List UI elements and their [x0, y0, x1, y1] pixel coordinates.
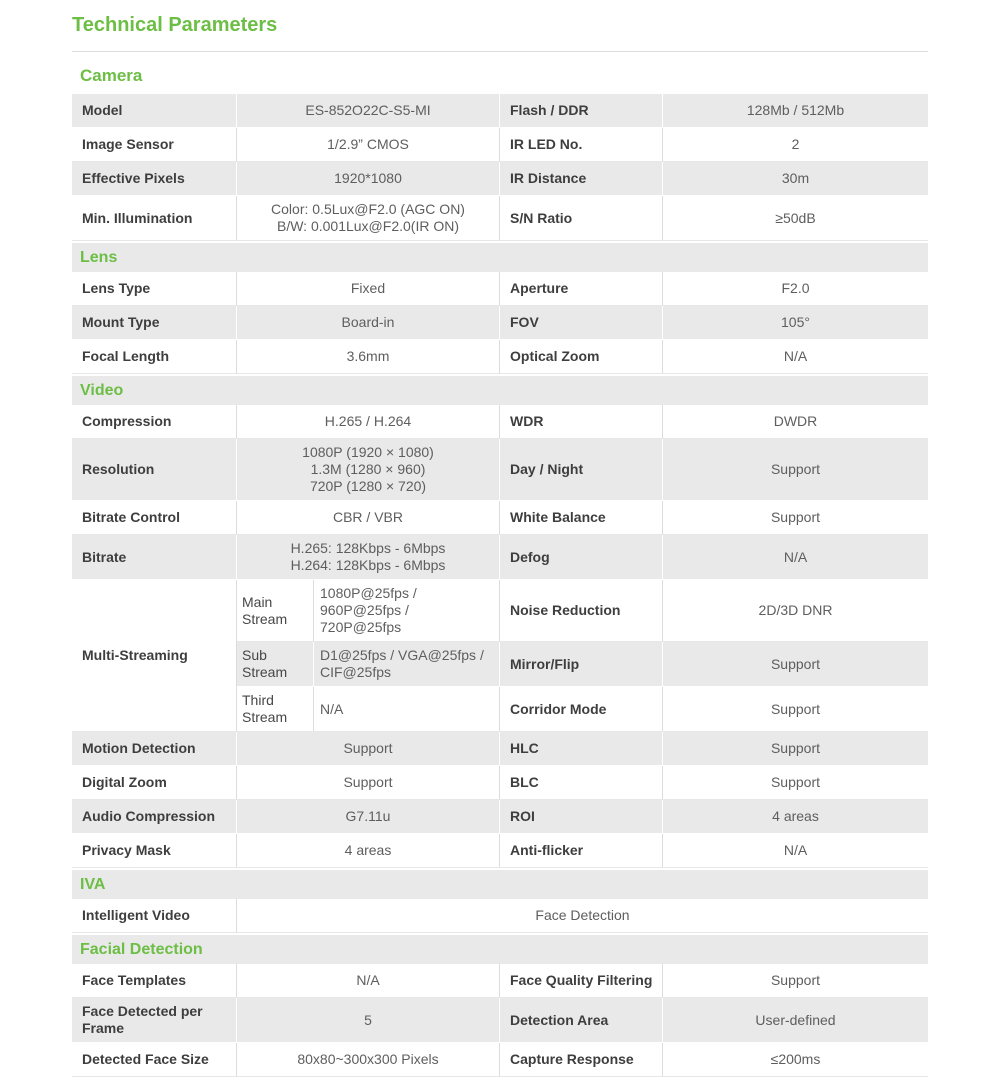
param-label: Corridor Mode — [500, 687, 663, 731]
param-value: 1/2.9” CMOS — [237, 128, 500, 161]
param-value: 30m — [781, 170, 810, 186]
param-label: Resolution — [72, 439, 237, 500]
param-label: Defog — [500, 535, 663, 579]
param-value: 80x80~300x300 Pixels — [237, 1043, 500, 1076]
param-label: IR Distance — [500, 162, 663, 195]
param-label: Day / Night — [500, 439, 663, 500]
param-label: S/N Ratio — [500, 196, 663, 240]
section-heading-video: Video — [72, 376, 928, 405]
param-label: Bitrate — [72, 535, 237, 579]
param-label: Compression — [72, 405, 237, 438]
param-value: Support — [770, 461, 821, 477]
param-value: Board-in — [237, 306, 500, 339]
table-row — [72, 94, 928, 128]
param-label: Detected Face Size — [72, 1043, 237, 1076]
table-row — [72, 732, 928, 766]
param-value — [237, 196, 500, 240]
param-value: 128Mb / 512Mb — [746, 102, 845, 118]
param-value: Support — [770, 972, 821, 988]
section-heading-camera: Camera — [72, 60, 928, 94]
param-label: Intelligent Video — [72, 899, 237, 932]
param-label: Mount Type — [72, 306, 237, 339]
table-row — [72, 405, 928, 439]
param-label: Aperture — [500, 272, 663, 305]
param-label: Min. Illumination — [72, 196, 237, 240]
value-line: 1.3M (1280 × 960) — [310, 461, 426, 477]
stream-value — [314, 580, 500, 641]
section-camera — [72, 60, 928, 241]
param-value: Support — [770, 740, 821, 756]
param-value: 5 — [237, 998, 500, 1042]
param-value: N/A — [237, 964, 500, 997]
table-row — [72, 439, 928, 501]
parameters-table — [72, 60, 928, 1077]
param-value: Support — [770, 774, 821, 790]
param-value: 105° — [781, 314, 810, 330]
param-label: Noise Reduction — [500, 580, 663, 641]
section-lens — [72, 243, 928, 374]
table-row — [72, 162, 928, 196]
param-label: Effective Pixels — [72, 162, 237, 195]
param-label: Anti-flicker — [500, 834, 663, 867]
param-value: Support — [770, 700, 821, 717]
param-value: 2 — [791, 136, 800, 152]
value-line: 1080P@25fps / — [320, 585, 417, 601]
title-divider — [72, 51, 928, 52]
table-row — [72, 501, 928, 535]
param-label: Focal Length — [72, 340, 237, 373]
section-iva — [72, 870, 928, 933]
param-value: CBR / VBR — [237, 501, 500, 534]
stream-row — [237, 580, 928, 642]
value-line: B/W: 0.001Lux@F2.0(IR ON) — [276, 218, 459, 234]
param-label: Capture Response — [500, 1043, 663, 1076]
param-label: Digital Zoom — [72, 766, 237, 799]
value-line: CIF@25fps — [320, 664, 392, 680]
value-line: 1080P (1920 × 1080) — [302, 444, 434, 460]
param-value: N/A — [783, 548, 808, 565]
table-row — [72, 128, 928, 162]
section-facial-detection — [72, 935, 928, 1077]
table-row-group — [72, 580, 928, 732]
stream-rows — [237, 580, 928, 732]
value-line: Color: 0.5Lux@F2.0 (AGC ON) — [271, 201, 465, 217]
stream-label: Third Stream — [237, 687, 314, 731]
param-label: Mirror/Flip — [500, 642, 663, 686]
param-label: HLC — [500, 732, 663, 765]
param-label: Bitrate Control — [72, 501, 237, 534]
param-value — [237, 535, 500, 579]
value-line: H.264: 128Kbps - 6Mbps — [290, 557, 446, 573]
table-row — [72, 834, 928, 868]
param-value: N/A — [783, 348, 808, 364]
section-heading-iva: IVA — [72, 870, 928, 899]
value-line: 960P@25fps / 720P@25fps — [320, 602, 409, 635]
param-value: Support — [770, 509, 821, 525]
param-label: Detection Area — [500, 998, 663, 1042]
table-row — [72, 196, 928, 241]
param-value: 2D/3D DNR — [758, 602, 833, 618]
param-label: Motion Detection — [72, 732, 237, 765]
param-value: ≤200ms — [770, 1051, 821, 1067]
param-label: Privacy Mask — [72, 834, 237, 867]
param-value: 4 areas — [772, 808, 819, 824]
table-row — [72, 535, 928, 580]
stream-value — [314, 642, 500, 686]
param-value — [237, 439, 500, 500]
param-value: G7.11u — [237, 800, 500, 833]
param-value: Face Detection — [535, 907, 630, 923]
value-line: 720P (1280 × 720) — [309, 478, 427, 494]
table-row — [72, 899, 928, 933]
param-value: F2.0 — [781, 280, 810, 296]
param-label: BLC — [500, 766, 663, 799]
value-line: D1@25fps / VGA@25fps / — [320, 647, 484, 663]
table-row — [72, 766, 928, 800]
param-label: Model — [72, 94, 237, 127]
param-label: IR LED No. — [500, 128, 663, 161]
param-label: Audio Compression — [72, 800, 237, 833]
param-label: Flash / DDR — [500, 94, 663, 127]
param-value: ES-852O22C-S5-MI — [237, 94, 500, 127]
stream-label: Main Stream — [237, 580, 314, 641]
param-label: Face Templates — [72, 964, 237, 997]
value-line: H.265: 128Kbps - 6Mbps — [290, 540, 446, 556]
table-row — [72, 272, 928, 306]
stream-row — [237, 687, 928, 732]
page-title: Technical Parameters — [72, 14, 278, 36]
param-label: Face Detected per Frame — [72, 998, 237, 1042]
stream-label: Sub Stream — [237, 642, 314, 686]
param-label: Face Quality Filtering — [500, 964, 663, 997]
table-row — [72, 340, 928, 374]
param-value: Support — [237, 766, 500, 799]
param-value: DWDR — [773, 413, 818, 429]
param-value: Fixed — [237, 272, 500, 305]
param-value: User-defined — [755, 1011, 836, 1028]
table-row — [72, 1043, 928, 1077]
param-label: FOV — [500, 306, 663, 339]
section-heading-facial-detection: Facial Detection — [72, 935, 928, 964]
param-value: 3.6mm — [237, 340, 500, 373]
param-value: Support — [237, 732, 500, 765]
table-row — [72, 800, 928, 834]
param-label: Multi-Streaming — [72, 580, 237, 732]
param-value: 4 areas — [237, 834, 500, 867]
stream-row — [237, 642, 928, 687]
table-row — [72, 306, 928, 340]
section-heading-lens: Lens — [72, 243, 928, 272]
param-value: N/A — [783, 842, 808, 858]
param-value: H.265 / H.264 — [237, 405, 500, 438]
table-row — [72, 964, 928, 998]
param-value: 1920*1080 — [237, 162, 500, 195]
param-label: Lens Type — [72, 272, 237, 305]
section-video — [72, 376, 928, 868]
param-label: WDR — [500, 405, 663, 438]
table-row — [72, 998, 928, 1043]
param-label: ROI — [500, 800, 663, 833]
param-label: White Balance — [500, 501, 663, 534]
param-value: ≥50dB — [775, 209, 816, 226]
param-value: Support — [770, 655, 821, 672]
stream-value: N/A — [314, 687, 500, 731]
param-label: Optical Zoom — [500, 340, 663, 373]
param-label: Image Sensor — [72, 128, 237, 161]
